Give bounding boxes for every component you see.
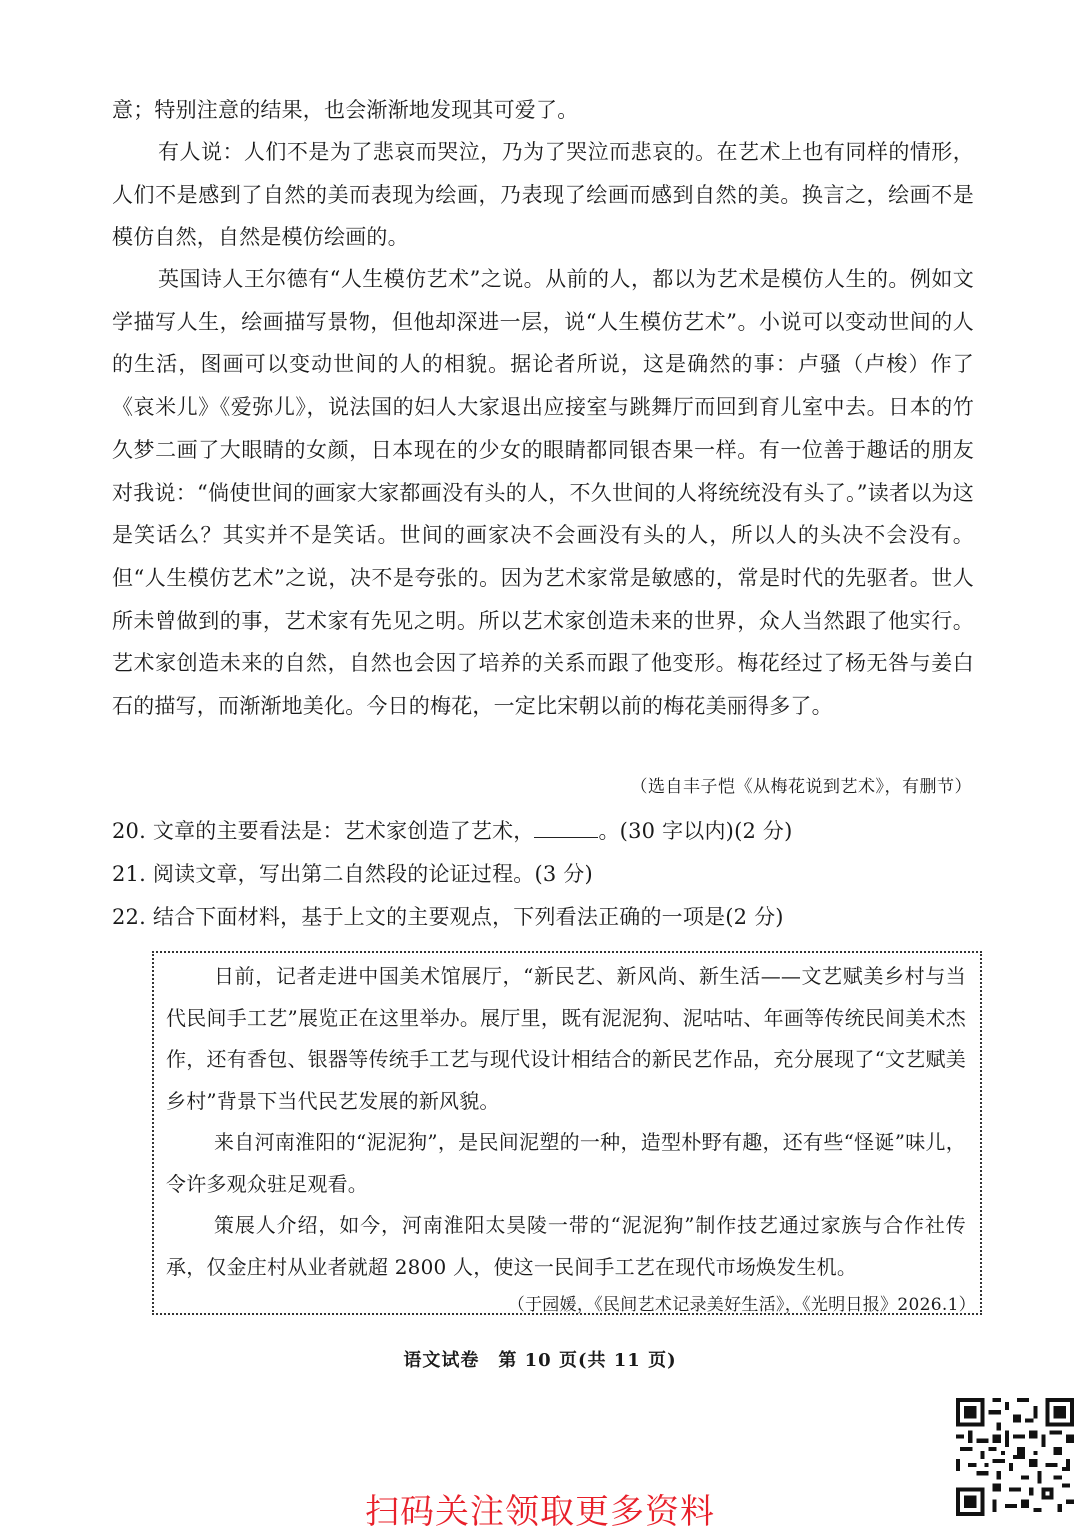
question-20 <box>112 815 793 845</box>
question-21: 21. 阅读文章，写出第二自然段的论证过程。(3 分) <box>112 862 593 886</box>
material-paragraph-2: 来自河南淮阳的“泥泥狗”，是民间泥塑的一种，造型朴野有趣，还有些“怪诞”味儿，令许多观众驻足观看。 <box>166 1130 966 1196</box>
passage-paragraph-3: 英国诗人王尔德有“人生模仿艺术”之说。从前的人，都以为艺术是模仿人生的。例如文学描写人生，绘画描写景物，但他却深进一层，说“人生模仿艺术”。小说可以变动世间的人的生活，图画可以变动世间的人的相貌。据论者所说，这是确然的事：卢骚（卢梭）作了《哀米儿》《爱弥儿》，说法国的妇人大家退出应接室与跳舞厅而回到育儿室中去。日本的竹久梦二画了大眼睛的女颜，日本现在的少女的眼睛都同银杏果一样。有一位善于趣话的朋友对我说：“倘使世间的画家大家都画没有头的人，不久世间的人将统统没有头了。”读者以为这是笑话么？其实并不是笑话。世间的画家决不会画没有头的人，所以人的头决不会没有。但“人生模仿艺术”之说，决不是夸张的。因为艺术家常是敏感的，常是时代的先驱者。世人所未曾做到的事，艺术家有先见之明。所以艺术家创造未来的世界，众人当然跟了他实行。艺术家创造未来的自然，自然也会因了培养的关系而跟了他变形。梅花经过了杨无咎与姜白石的描写，而渐渐地美化。今日的梅花，一定比宋朝以前的梅花美丽得多了。 <box>112 267 974 719</box>
material-source: （于园媛，《民间艺术记录美好生活》，《光明日报》2026.1） <box>507 1295 976 1315</box>
page-footer: 语文试卷 第 10 页(共 11 页) <box>403 1350 677 1371</box>
passage-paragraph-1: 意；特别注意的结果，也会渐渐地发现其可爱了。 <box>112 98 579 122</box>
passage-paragraph-2: 有人说：人们不是为了悲哀而哭泣，乃为了哭泣而悲哀的。在艺术上也有同样的情形，人们不是感到了自然的美而表现为绘画，乃表现了绘画而感到自然的美。换言之，绘画不是模仿自然，自然是模仿绘画的。 <box>112 140 974 250</box>
question-20-text: 20. 文章的主要看法是：艺术家创造了艺术， <box>112 819 535 843</box>
promo-banner: 扫码关注领取更多资料 <box>365 1492 715 1532</box>
answer-blank <box>534 819 598 838</box>
question-20-requirement: 。(30 字以内)(2 分) <box>598 819 793 843</box>
passage-source: （选自丰子恺《从梅花说到艺术》，有删节） <box>630 777 972 797</box>
question-22: 22. 结合下面材料，基于上文的主要观点，下列看法正确的一项是(2 分) <box>112 905 784 929</box>
material-paragraph-3: 策展人介绍，如今，河南淮阳太昊陵一带的“泥泥狗”制作技艺通过家族与合作社传承，仅金庄村从业者就超 2800 人，使这一民间手工艺在现代市场焕发生机。 <box>166 1213 966 1279</box>
material-paragraph-1: 日前，记者走进中国美术馆展厅，“新民艺、新风尚、新生活——文艺赋美乡村与当代民间手工艺”展览正在这里举办。展厅里，既有泥泥狗、泥咕咕、年画等传统民间美术杰作，还有香包、银器等传统手工艺与现代设计相结合的新民艺作品，充分展现了“文艺赋美乡村”背景下当代民艺发展的新风貌。 <box>166 964 966 1114</box>
